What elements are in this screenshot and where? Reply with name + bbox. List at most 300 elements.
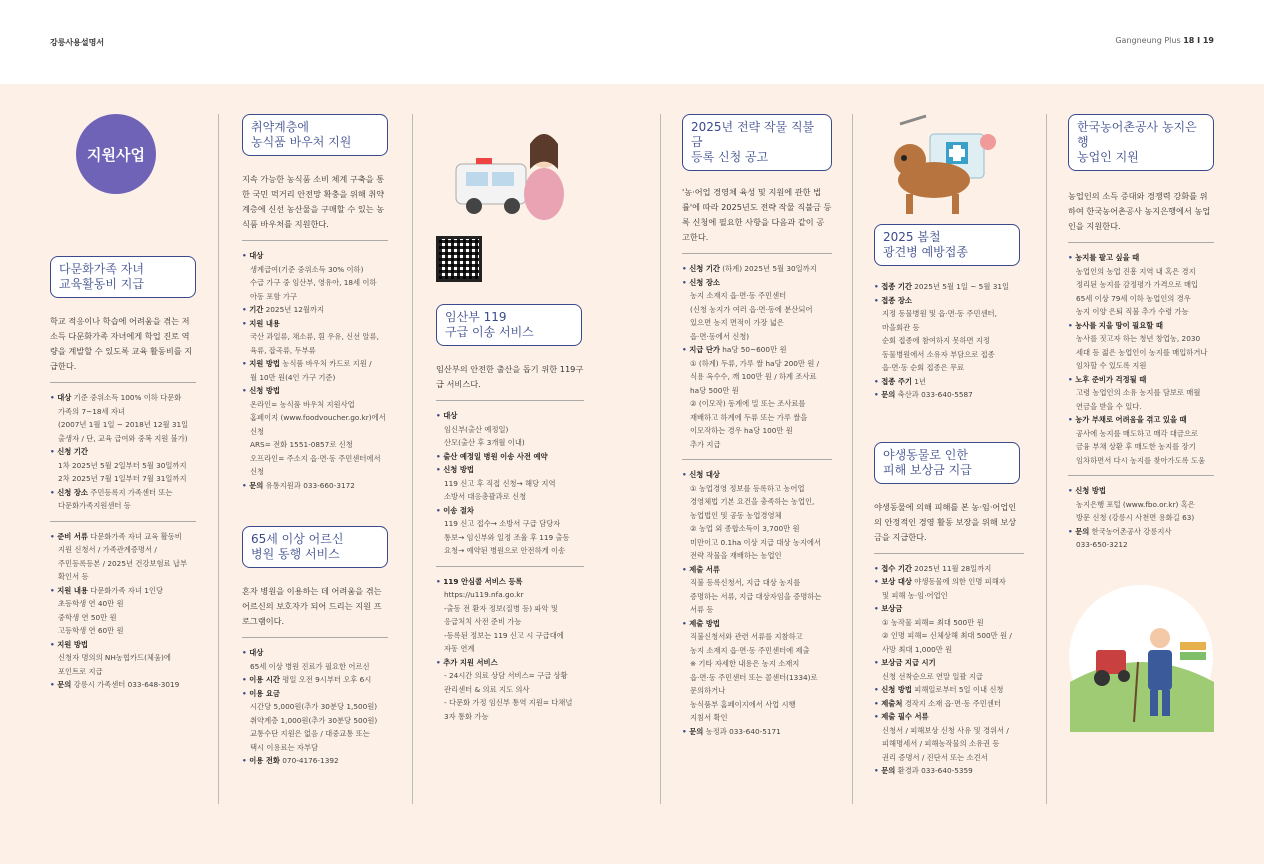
- list-item-label: 신청 장소: [689, 277, 720, 287]
- list-item: [436, 463, 584, 477]
- list-item: [874, 575, 1024, 589]
- list-item-label: 신청 방법: [249, 386, 280, 395]
- s7-intro: 야생동물에 의해 피해를 본 농·임·어업인의 안정적인 경영 활동 보장을 위해 보상금을 지급한다.: [874, 501, 1017, 542]
- bullet-icon: •: [50, 531, 58, 541]
- s5-list: [682, 262, 832, 451]
- list-item: 응급처치 사전 준비 가능: [444, 617, 522, 626]
- list-item-label: 대상: [249, 251, 264, 260]
- list-item: [682, 262, 832, 276]
- list-item: 자동 연계: [444, 644, 475, 653]
- list-item: 농업인의 농업 진흥 지역 내 혹은 경지: [1076, 266, 1196, 276]
- list-item: [1068, 251, 1214, 265]
- list-item-value: 1년: [911, 376, 926, 386]
- divider: [50, 521, 196, 522]
- list-item-value: 유통지원과 033-660-3172: [263, 480, 355, 490]
- list-item-value: 평일 오전 9시부터 오후 6시: [279, 675, 372, 684]
- list-item-value: 축산과 033-640-5587: [895, 390, 973, 399]
- list-item-label: 지원 방법: [57, 639, 88, 649]
- list-item: 시간당 5,000원(추가 30분당 1,500원): [250, 702, 378, 711]
- list-item-label: 보상금: [881, 604, 903, 613]
- list-item-label: 문의: [881, 390, 896, 399]
- s7-title: 야생동물로 인한 피해 보상금 지급: [874, 442, 1020, 484]
- list-item-label: 농사를 지을 땅이 필요할 때: [1075, 320, 1163, 330]
- list-item-label: 신청 방법: [443, 465, 474, 474]
- bullet-icon: •: [682, 564, 690, 574]
- list-item: 미만이고 0.1ha 이상 지급 대상 농지에서: [690, 537, 821, 547]
- list-item: 고령 농업인의 소유 농지를 담보로 매월: [1076, 388, 1201, 397]
- list-item-value: 야생동물에 의한 인명 피해자: [911, 577, 1006, 586]
- list-item: 신청: [250, 426, 265, 436]
- list-item: [50, 584, 196, 598]
- list-item-label: 신청 방법: [1075, 486, 1106, 495]
- list-item: 읍·면·동 순회 접종은 무료: [882, 363, 965, 372]
- list-item: 월 10만 원(4인 가구 기준): [250, 372, 336, 382]
- list-item-value: 2025년 11월 28일까지: [911, 563, 992, 573]
- list-item-value: 다문화가족 자녀 1인당: [87, 585, 164, 595]
- divider: [242, 240, 388, 241]
- magazine-section-title: 강릉사용설명서: [50, 38, 105, 47]
- list-item-value: 경작지 소재 읍·면·동 주민센터: [902, 698, 1001, 708]
- list-item: [874, 683, 1024, 697]
- list-item: 홈페이지 (www.foodvoucher.go.kr)에서: [250, 413, 386, 422]
- list-item: [682, 276, 832, 290]
- column-divider: [412, 114, 413, 804]
- list-item-label: 출산 예정일 병원 이송 사전 예약: [443, 451, 548, 461]
- list-item: 농식품부 홈페이지에서 사업 시행: [690, 699, 796, 709]
- list-item: 취약계층 1,000원(추가 30분당 500원): [250, 715, 378, 725]
- bullet-icon: •: [874, 390, 882, 399]
- s8-list-2: [1068, 484, 1214, 552]
- list-item: [436, 409, 584, 423]
- bullet-icon: •: [874, 766, 882, 775]
- list-item: 서류 등: [690, 605, 714, 614]
- bullet-icon: •: [682, 618, 690, 628]
- bullet-icon: •: [436, 576, 444, 586]
- bullet-icon: •: [1068, 526, 1076, 536]
- bullet-icon: •: [242, 318, 250, 328]
- divider: [436, 566, 584, 567]
- list-item-label: 대상: [249, 648, 264, 657]
- list-item: 고등학생 연 60만 원: [58, 626, 124, 635]
- s2-title: 취약계층에 농식품 바우처 지원: [242, 114, 388, 156]
- s1-list: [50, 391, 196, 513]
- s3-list: [242, 646, 388, 768]
- bullet-icon: •: [874, 577, 882, 586]
- page-number: 18 I 19: [1183, 36, 1214, 45]
- s6-list: [874, 280, 1024, 402]
- list-item: 온라인= 농식품 바우처 지원사업: [250, 399, 355, 409]
- bullet-icon: •: [50, 487, 58, 497]
- list-item-label: 접종 기간: [881, 282, 912, 291]
- s4-list: [436, 409, 584, 558]
- list-item: 공사에 농지를 매도하고 매각 대금으로: [1076, 428, 1199, 438]
- divider: [874, 553, 1024, 554]
- list-item: 경영체법 기본 요건을 충족하는 농업인,: [690, 497, 815, 506]
- list-item-label: 제출 방법: [689, 618, 720, 628]
- bullet-icon: •: [874, 698, 882, 708]
- list-item: 아동 포함 가구: [250, 291, 297, 301]
- list-item-label: 제출처: [881, 698, 903, 708]
- bullet-icon: •: [874, 604, 882, 613]
- column-5: [874, 114, 1024, 778]
- list-item-value: 다문화가족 자녀 교육 활동비: [87, 531, 182, 541]
- s1-list-2: [50, 530, 196, 692]
- list-item: 119 신고 후 직접 신청→ 해당 지역: [444, 478, 556, 488]
- list-item: 요청→ 예약된 병원으로 안전하게 이송: [444, 546, 566, 555]
- list-item: 농지 이양 은퇴 직불 추가 수령 가능: [1076, 307, 1189, 316]
- list-item: [874, 656, 1024, 670]
- list-item: 추가 지급: [690, 439, 721, 449]
- list-item: [436, 656, 584, 670]
- divider: [682, 253, 832, 254]
- list-item-label: 제출 서류: [689, 564, 720, 574]
- divider: [1068, 242, 1214, 243]
- list-item-label: 보상금 지급 시기: [881, 658, 936, 667]
- s2-intro: 지속 가능한 농식품 소비 체계 구축을 통한 국민 먹거리 안전망 확충을 위해 취약계층에 신선 농산물을 구매할 수 있는 농식품 바우처를 지원한다.: [242, 174, 385, 229]
- list-item: 통보→ 임신부와 일정 조율 후 119 출동: [444, 532, 570, 542]
- list-item-label: 지급 단가: [689, 345, 720, 354]
- list-item: [874, 294, 1024, 308]
- bullet-icon: •: [242, 675, 250, 684]
- s3-intro: 혼자 병원을 이용하는 데 어려움을 겪는 어르신의 보호자가 되어 드리는 지원 프로그램이다.: [242, 586, 382, 626]
- list-item: 2차 2025년 7월 1일부터 7월 31일까지: [58, 474, 187, 483]
- divider: [682, 459, 832, 460]
- list-item-label: 문의: [1075, 526, 1090, 536]
- bullet-icon: •: [874, 685, 882, 694]
- bullet-icon: •: [242, 359, 250, 368]
- bullet-icon: •: [50, 585, 58, 595]
- list-item: 수급 가구 중 임산부, 영유아, 18세 이하: [250, 278, 377, 287]
- list-item: 주민등록등본 / 2025년 건강보험료 납부: [58, 558, 187, 568]
- bullet-icon: •: [242, 305, 250, 314]
- list-item: 마을회관 등: [882, 322, 920, 332]
- list-item: 65세 이상 병원 진료가 필요한 어르신: [250, 661, 370, 671]
- list-item: [874, 280, 1024, 294]
- list-item: ② 인명 피해= 신체상해 최대 500만 원 /: [882, 631, 1012, 640]
- list-item-label: 지원 내용: [57, 585, 88, 595]
- qr-code[interactable]: [436, 236, 482, 282]
- s4-title: 임산부 119 구급 이송 서비스: [436, 304, 582, 346]
- list-item: [1068, 373, 1214, 387]
- page-numbers: [1115, 36, 1214, 45]
- bullet-icon: •: [50, 447, 58, 456]
- list-item: [242, 479, 388, 493]
- list-item-value: 피해일로부터 5일 이내 신청: [911, 685, 1004, 694]
- bullet-icon: •: [874, 563, 882, 573]
- list-item-value: 070-4176-1392: [279, 756, 339, 765]
- list-item: 지침서 확인: [690, 713, 728, 722]
- list-item-label: 신청 대상: [689, 470, 720, 479]
- list-item: [874, 375, 1024, 389]
- list-item: [874, 562, 1024, 576]
- list-item: ① 농업경영 정보를 등록하고 농어업: [690, 483, 805, 493]
- list-item: 있으면 농지 면적이 가장 넓은: [690, 318, 784, 327]
- bullet-icon: •: [242, 688, 250, 698]
- column-6: [1068, 114, 1214, 746]
- dog-illustration: [874, 114, 1024, 224]
- list-item: [682, 617, 832, 631]
- s1-title: 다문화가족 자녀 교육활동비 지급: [50, 256, 196, 298]
- s4-intro: 임산부의 안전한 출산을 돕기 위한 119구급 서비스다.: [436, 364, 584, 389]
- column-divider: [852, 114, 853, 804]
- list-item: 및 피해 농·임·어업인: [882, 590, 948, 600]
- list-item: 농사를 짓고자 하는 청년 창업농, 2030: [1076, 334, 1201, 343]
- bullet-icon: •: [436, 451, 444, 461]
- list-item: [682, 343, 832, 357]
- bullet-icon: •: [1068, 253, 1076, 262]
- list-item: [50, 638, 196, 652]
- list-item: 지정 동물병원 및 읍·면·동 주민센터,: [882, 309, 997, 318]
- list-item: 임차할 수 있도록 지원: [1076, 361, 1147, 370]
- list-item: 지원 신청서 / 가족관계증명서 /: [58, 545, 157, 554]
- bullet-icon: •: [436, 505, 444, 515]
- bullet-icon: •: [50, 393, 58, 402]
- section-badge: 지원사업: [76, 114, 156, 194]
- list-item: 생계급여(기준 중위소득 30% 이하): [250, 264, 364, 274]
- list-item: 1차 2025년 5월 2일부터 5월 30일까지: [58, 460, 187, 470]
- list-item-label: 문의: [881, 766, 896, 775]
- bullet-icon: •: [436, 657, 444, 667]
- list-item: [682, 468, 832, 482]
- s7-list: [874, 562, 1024, 778]
- list-item: 증명하는 서류, 지급 대상자임을 증명하는: [690, 591, 822, 601]
- s8-intro: 농업인의 소득 증대와 경쟁력 강화를 위하여 한국농어촌공사 농지은행에서 농업인을 지원한다.: [1068, 191, 1211, 231]
- list-item: 관리센터 & 의료 지도 의사: [444, 684, 530, 694]
- column-divider: [660, 114, 661, 804]
- ambulance-illustration: [436, 114, 584, 236]
- list-item: 동물병원에서 소유자 부담으로 접종: [882, 349, 995, 359]
- list-item: 3자 통화 가능: [444, 711, 489, 721]
- list-item-value: 환경과 033-640-5359: [895, 766, 973, 775]
- list-item: 재배하고 하계에 두류 또는 가루 쌀을: [690, 412, 808, 422]
- list-item-label: 신청 기간: [689, 264, 720, 273]
- list-item: 가족의 7~18세 자녀: [58, 406, 125, 416]
- list-item: - 다문화 가정 임신부 통역 지원= 다채널: [444, 698, 573, 707]
- list-item-label: 이용 시간: [249, 675, 280, 684]
- list-item: 농지 소재지 읍·면·동 주민센터: [690, 291, 787, 300]
- divider: [1068, 475, 1214, 476]
- list-item: 이모작하는 경우 ha당 100만 원: [690, 426, 793, 435]
- list-item-label: 문의: [57, 680, 72, 689]
- list-item-label: 대상: [443, 411, 458, 420]
- list-item: (2007년 1월 1일 ~ 2018년 12월 31일: [58, 420, 189, 429]
- list-item: 사망 최대 1,000만 원: [882, 644, 953, 654]
- list-item: [50, 486, 196, 500]
- list-item-label: 접종 장소: [881, 295, 912, 305]
- list-item: 임차하면서 다시 농지를 찾아가도록 도움: [1076, 455, 1206, 465]
- list-item: 문의하거나: [690, 686, 726, 695]
- ambulance-pregnant-woman-icon: [436, 114, 584, 224]
- list-item: 산모(출산 후 3개월 이내): [444, 438, 525, 447]
- list-item: 방문 신청 (강릉시 사천면 용화길 63): [1076, 513, 1195, 522]
- list-item: [1068, 413, 1214, 427]
- list-item-label: 신청 기간: [57, 447, 88, 456]
- list-item: ha당 500만 원: [690, 385, 739, 395]
- list-item-value: 2025년 12월까지: [263, 305, 325, 314]
- magazine-name: Gangneung Plus: [1115, 36, 1181, 45]
- bullet-icon: •: [242, 480, 250, 490]
- list-item: [242, 303, 388, 317]
- list-item-value: 기준 중위소득 100% 이하 다문화: [71, 393, 182, 402]
- s3-title: 65세 이상 어르신 병원 동행 서비스: [242, 526, 388, 568]
- list-item: 순회 접종에 참여하지 못하면 지정: [882, 336, 990, 345]
- bullet-icon: •: [682, 726, 690, 736]
- list-item: ① (하계) 두류, 가루 쌀 ha당 200만 원 /: [690, 358, 820, 368]
- list-item-value: 한국농어촌공사 강릉지사: [1089, 526, 1172, 536]
- s8-title: 한국농어촌공사 농지은행 농업인 지원: [1068, 114, 1214, 171]
- list-item: [682, 725, 832, 739]
- list-item: 읍·면·동에서 신청): [690, 331, 750, 341]
- list-item-label: 농지를 팔고 싶을 때: [1075, 253, 1140, 262]
- bullet-icon: •: [1068, 486, 1076, 495]
- bullet-icon: •: [682, 264, 690, 273]
- s5-intro: '농·어업 경영체 육성 및 지원에 관한 법률'에 따라 2025년도 전략 작물 직불금 등록 신청에 필요한 사항을 다음과 같이 공고한다.: [682, 187, 832, 242]
- divider: [50, 382, 196, 383]
- list-item: 택시 이용료는 자부담: [250, 742, 319, 752]
- list-item-label: 신청 방법: [881, 685, 912, 694]
- list-item: [242, 357, 388, 371]
- list-item: [242, 646, 388, 660]
- list-item-label: 준비 서류: [57, 531, 88, 541]
- list-item-label: 문의: [249, 480, 264, 490]
- list-item: 신청서 / 피해보상 신청 사유 및 경위서 /: [882, 725, 1009, 735]
- bullet-icon: •: [682, 470, 690, 479]
- list-item: [242, 317, 388, 331]
- list-item-value: (하계) 2025년 5월 30일까지: [719, 264, 817, 273]
- list-item-label: 지원 방법: [249, 359, 280, 368]
- list-item: 전략 작물을 재배하는 농업인: [690, 551, 782, 560]
- list-item-label: 농가 부채로 어려움을 겪고 있을 때: [1075, 415, 1187, 424]
- bullet-icon: •: [242, 648, 250, 657]
- list-item-label: 제출 필수 서류: [881, 712, 929, 721]
- list-item: https://u119.nfa.go.kr: [444, 590, 524, 599]
- s5-list-2: [682, 468, 832, 738]
- list-item-label: 접수 기간: [881, 563, 912, 573]
- dog-vaccine-icon: [874, 114, 1024, 220]
- list-item: - 24시간 의료 상담 서비스= 구급 상황: [444, 671, 568, 680]
- s1-intro: 학교 적응이나 학습에 어려움을 겪는 저소득 다문화가족 자녀에게 학업 진로 역량을 계발할 수 있도록 교육 활동비를 지급한다.: [50, 316, 193, 371]
- column-divider: [1046, 114, 1047, 804]
- bullet-icon: •: [874, 282, 882, 291]
- bullet-icon: •: [50, 639, 58, 649]
- list-item: ② (이모작) 동계에 밀 또는 조사료를: [690, 399, 806, 408]
- list-item: [50, 678, 196, 692]
- list-item-label: 노후 준비가 걱정될 때: [1075, 374, 1147, 384]
- bullet-icon: •: [436, 411, 444, 420]
- list-item-label: 문의: [689, 726, 704, 736]
- list-item: 농지은행 포털 (www.fbo.or.kr) 혹은: [1076, 499, 1195, 509]
- list-item: 교통수단 지원은 없음 / 대중교통 또는: [250, 729, 370, 738]
- list-item: 읍·면·동 주민센터 또는 콜센터(1334)로: [690, 672, 818, 682]
- s2-list: [242, 249, 388, 492]
- list-item: 농지 소재지 읍·면·동 주민센터에 제출: [690, 645, 810, 655]
- list-item-value: 주민등록지 가족센터 또는: [87, 487, 173, 497]
- bullet-icon: •: [242, 386, 250, 395]
- list-item: 다문화가족지원센터 등: [58, 501, 131, 510]
- bullet-icon: •: [682, 277, 690, 287]
- list-item: [874, 697, 1024, 711]
- column-3: [436, 114, 584, 723]
- list-item-label: 이용 요금: [249, 688, 280, 698]
- list-item-value: 강릉시 가족센터 033-648-3019: [71, 680, 180, 689]
- list-item: 119 신고 접수→ 소방서 구급 담당자: [444, 519, 561, 528]
- list-item-label: 이용 전화: [249, 756, 280, 765]
- list-item: [874, 764, 1024, 778]
- list-item: 중학생 연 50만 원: [58, 612, 117, 622]
- list-item: [242, 687, 388, 701]
- s4-list-2: [436, 575, 584, 724]
- list-item: [1068, 484, 1214, 498]
- s5-title: 2025년 전략 작물 직불금 등록 신청 공고: [682, 114, 832, 171]
- list-item-label: 신청 장소: [57, 487, 88, 497]
- bullet-icon: •: [874, 712, 882, 721]
- list-item: [50, 445, 196, 459]
- column-1: [50, 256, 196, 692]
- list-item: 직불 등록신청서, 지급 대상 농지를: [690, 578, 801, 587]
- list-item: ARS= 전화 1551-0857로 신청: [250, 440, 353, 449]
- list-item-value: 농정과 033-640-5171: [703, 726, 781, 736]
- s8-list: [1068, 251, 1214, 467]
- bullet-icon: •: [874, 376, 882, 386]
- list-item-label: 지원 내용: [249, 318, 280, 328]
- column-2: [242, 114, 388, 768]
- list-item: ※ 기타 자세한 내용은 농지 소재지: [690, 659, 800, 668]
- list-item: 식용 옥수수, 깨 100만 원 / 하계 조사료: [690, 372, 817, 381]
- list-item: [50, 391, 196, 405]
- bullet-icon: •: [874, 295, 882, 305]
- list-item-label: 기간: [249, 305, 264, 314]
- list-item: 출생자 / 단, 교육 급여와 중복 지원 불가): [58, 433, 188, 443]
- list-item: 소방서 대응총괄과로 신청: [444, 492, 527, 501]
- list-item: 정리된 농지를 감정평가 가격으로 매입: [1076, 280, 1199, 289]
- list-item: ② 농업 외 종합소득이 3,700만 원: [690, 524, 800, 533]
- list-item: 초등학생 연 40만 원: [58, 599, 124, 608]
- farmer-illustration-icon: [1068, 572, 1214, 742]
- bullet-icon: •: [1068, 415, 1076, 424]
- list-item: 확인서 등: [58, 572, 89, 581]
- list-item: 신청 선착순으로 연말 일괄 지급: [882, 671, 983, 681]
- list-item: 권리 증명서 / 진단서 또는 소견서: [882, 752, 988, 762]
- list-item-label: 접종 주기: [881, 376, 912, 386]
- list-item: [436, 504, 584, 518]
- list-item-label: 보상 대상: [881, 577, 912, 586]
- list-item: 65세 이상 79세 이하 농업인의 경우: [1076, 293, 1191, 303]
- list-item-label: 추가 지원 서비스: [443, 657, 498, 667]
- bullet-icon: •: [436, 465, 444, 474]
- list-item: 신청: [250, 467, 265, 476]
- list-item: -등록된 정보는 119 신고 시 구급대에: [444, 630, 564, 640]
- list-item: 신청자 명의의 NH농협카드(체움)에: [58, 653, 171, 662]
- list-item: 033-650-3212: [1076, 540, 1128, 549]
- list-item: 세대 등 젊은 농업인이 농지를 매입하거나: [1076, 347, 1208, 357]
- list-item-label: 대상: [57, 393, 72, 402]
- list-item-label: 119 안심콜 서비스 등록: [443, 576, 523, 586]
- column-divider: [218, 114, 219, 804]
- list-item: [436, 575, 584, 589]
- list-item: 금융 부채 상환 후 매도한 농지를 장기: [1076, 442, 1196, 451]
- list-item: [436, 450, 584, 464]
- list-item: 직불신청서와 관련 서류를 지참하고: [690, 632, 803, 641]
- bullet-icon: •: [242, 251, 250, 260]
- list-item: [682, 563, 832, 577]
- list-item: [1068, 319, 1214, 333]
- list-item: 국산 과일류, 채소류, 흰 우유, 신선 알류,: [250, 332, 379, 341]
- bullet-icon: •: [874, 658, 882, 667]
- list-item: 포인트로 지급: [58, 666, 103, 676]
- bullet-icon: •: [50, 680, 58, 689]
- list-item: 오프라인= 주소지 읍·면·동 주민센터에서: [250, 453, 381, 463]
- list-item: [874, 388, 1024, 402]
